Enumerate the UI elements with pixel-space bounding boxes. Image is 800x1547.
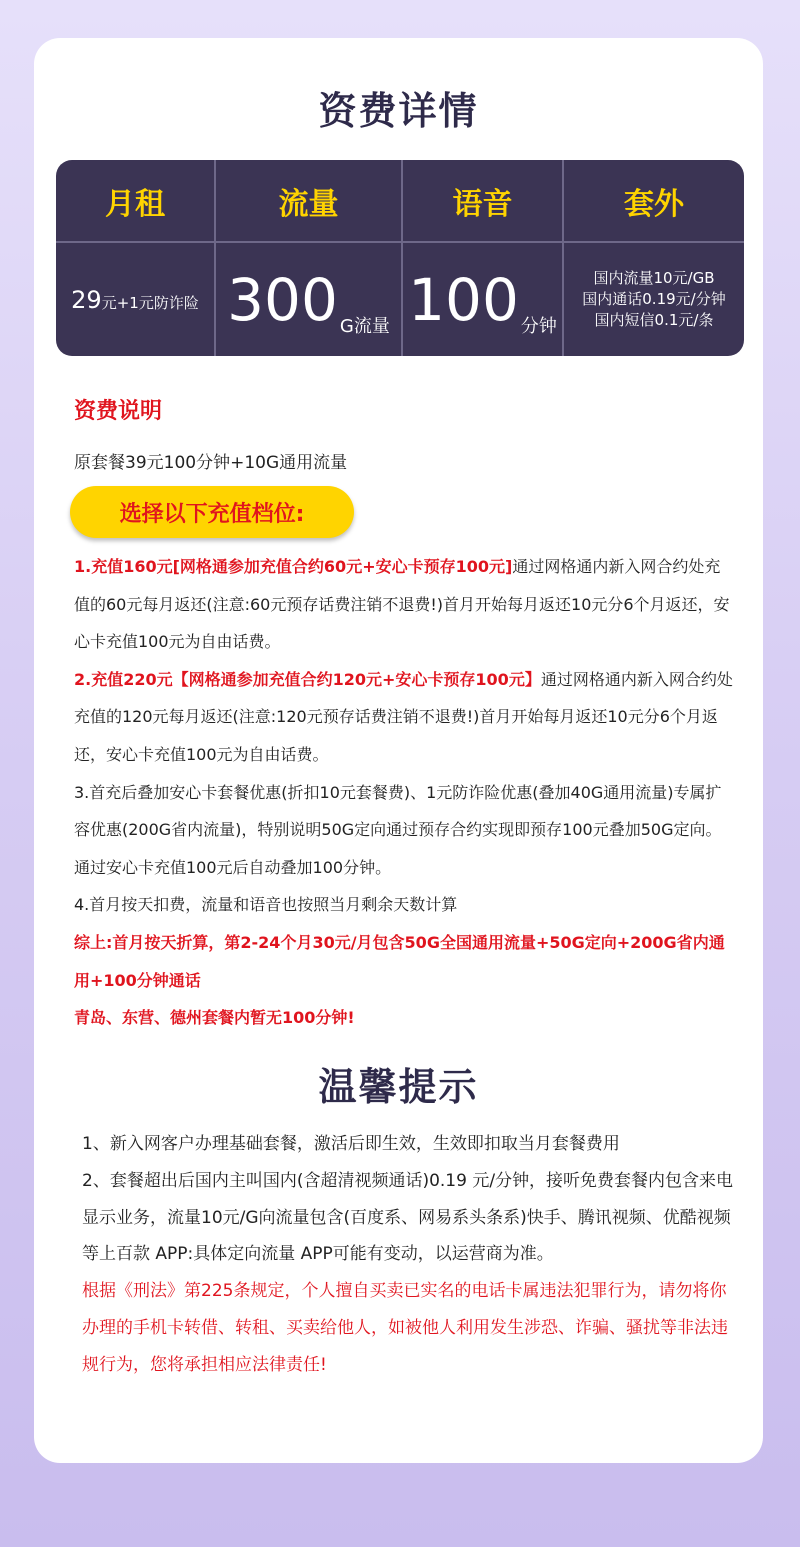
original-plan: 原套餐39元100分钟+10G通用流量 (74, 453, 348, 473)
tip-item-2: 2、套餐超出后国内主叫国内(含超清视频通话)0.19 元/分钟，接听免费套餐内包含来电显示业务，流量10元/G向流量包含(百度系、网易系头条系)快手、腾讯视频、优酷视频等上百款 APP:具体定向流量 APP可能有变动，以运营商为准。 (82, 1170, 734, 1265)
page-title: 资费详情 (318, 89, 479, 133)
regional-notice: 青岛、东营、德州套餐内暂无100分钟! (74, 1008, 355, 1028)
header-rent: 月租 (105, 187, 165, 222)
fee-table (56, 160, 744, 356)
info-card (34, 38, 763, 1463)
tier-item-1: 1.充值160元[网格通参加充值合约60元+安心卡预存100元]通过网格通内新入网合约处充值的60元每月返还(注意:60元预存话费注销不退费!)首月开始每月返还10元分6个月返还，安心卡充值100元为自由话费。 (74, 557, 730, 652)
extra-line-call: 国内通话0.19元/分钟 (582, 290, 726, 308)
voice-value: 100 $_{分钟}$ (408, 265, 557, 337)
header-data: 流量 (278, 187, 339, 222)
tips-title: 温馨提示 (318, 1065, 479, 1109)
tier-item-3: 3.首充后叠加安心卡套餐优惠(折扣10元套餐费)、1元防诈险优惠(叠加40G通用流量)专属扩容优惠(200G省内流量)，特别说明50G定向通过预存合约实现即预存100元叠加50G定向。通过安心卡充值100元后自动叠加100分钟。 (74, 782, 722, 877)
recharge-tier-banner: 选择以下充值档位: (70, 486, 354, 538)
extra-line-data: 国内流量10元/GB (593, 269, 715, 287)
tip-item-1: 1、新入网客户办理基础套餐，激活后即生效，生效即扣取当月套餐费用 (82, 1134, 620, 1154)
rent-value: 29元+1元防诈险 (71, 285, 199, 314)
tier-item-4: 4.首月按天扣费，流量和语音也按照当月剩余天数计算 (74, 895, 458, 915)
fee-desc-body (74, 548, 734, 1037)
summary-text: 综上:首月按天折算，第2-24个月30元/月包含50G全国通用流量+50G定向+200G省内通用+100分钟通话 (74, 932, 725, 990)
fee-table-values (56, 243, 744, 356)
header-voice: 语音 (452, 187, 513, 222)
extra-line-sms: 国内短信0.1元/条 (594, 311, 714, 329)
legal-warning: 根据《刑法》第225条规定，个人擅自买卖已实名的电话卡属违法犯罪行为，请勿将你办理的手机卡转借、转租、买卖给他人，如被他人利用发生涉恐、诈骗、骚扰等非法违规行为，您将承担相应法律责任! (82, 1281, 728, 1375)
header-extra: 套外 (624, 187, 684, 222)
tips-body (82, 1126, 742, 1384)
fee-table-header (56, 160, 744, 242)
tier-item-2: 2.充值220元【网格通参加充值合约120元+安心卡预存100元】通过网格通内新入网合约处充值的120元每月返还(注意:120元预存话费注销不退费!)首月开始每月返还10元分6个月返还，安心卡充值100元为自由话费。 (74, 669, 733, 764)
extra-charges (582, 268, 725, 331)
data-value: 300 $_{G流量}$ (227, 265, 390, 337)
fee-desc-title: 资费说明 (74, 399, 163, 424)
